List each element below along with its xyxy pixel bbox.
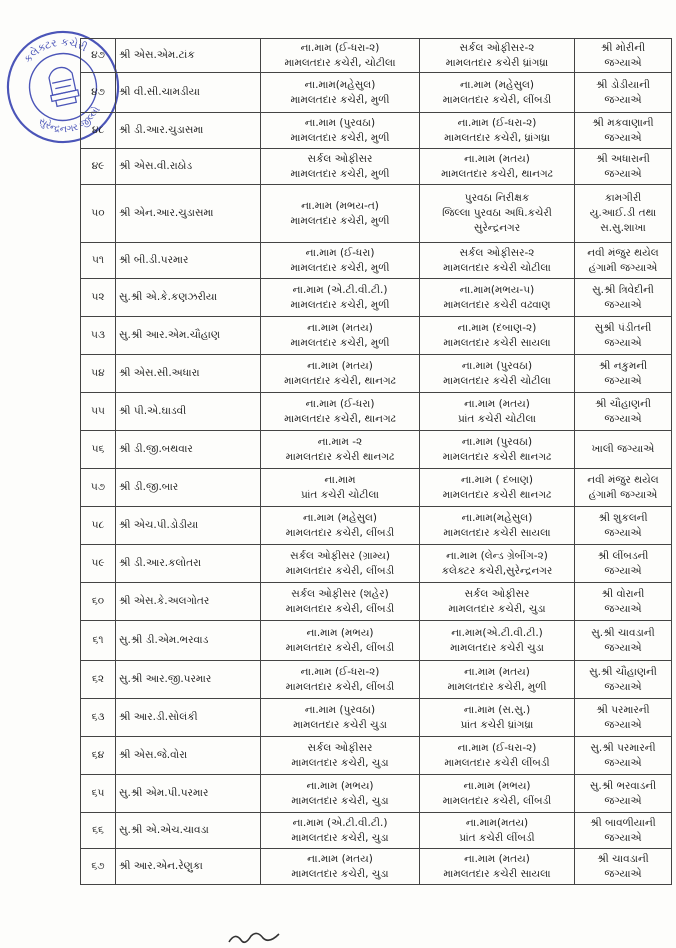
from-line: ના.મામ (મહેસુલ) bbox=[303, 511, 377, 524]
vacancy-line: જગ્યાએ bbox=[604, 336, 642, 349]
current-post-cell bbox=[261, 39, 420, 73]
serial-number-cell: ૬૭ bbox=[81, 849, 116, 885]
transfer-order-table bbox=[80, 38, 672, 885]
to-line: પ્રાંત કચેરી ધ્રાંગધ્રા bbox=[460, 718, 534, 731]
from-line: મામલતદાર કચેરી, મુળી bbox=[290, 261, 390, 274]
new-post-cell bbox=[420, 545, 575, 583]
current-post-cell bbox=[261, 849, 420, 885]
to-line: મામલતદાર કચેરી લીંબડી bbox=[444, 756, 550, 769]
serial-number-cell: ૬૨ bbox=[81, 661, 116, 699]
vacancy-cell bbox=[575, 243, 672, 279]
from-line: ના.મામ (ઈ-ધરા-૨) bbox=[300, 41, 380, 54]
vacancy-line: શ્રી બાવળીયાની bbox=[590, 816, 656, 829]
new-post-cell bbox=[420, 469, 575, 507]
new-post-cell bbox=[420, 243, 575, 279]
vacancy-cell bbox=[575, 317, 672, 355]
from-line: મામલતદાર કચેરી, મુળી bbox=[290, 131, 390, 144]
from-line: ના.મામ bbox=[324, 473, 356, 486]
table-row bbox=[81, 545, 672, 583]
new-post-cell bbox=[420, 737, 575, 775]
table-row bbox=[81, 185, 672, 243]
current-post-cell bbox=[261, 393, 420, 431]
serial-number-cell: ૫૧ bbox=[81, 243, 116, 279]
from-line: મામલતદાર કચેરી, મુળી bbox=[290, 298, 390, 311]
vacancy-line: સુશ્રી પંડીતની bbox=[594, 321, 652, 334]
vacancy-line: શ્રી મોરીની bbox=[600, 41, 646, 54]
vacancy-line: નવી મંજુર થયેલ bbox=[587, 473, 659, 486]
current-post-cell bbox=[261, 355, 420, 393]
serial-number-cell: ૪૭ bbox=[81, 39, 116, 73]
to-line: મામલતદાર કચેરી, ચુડા bbox=[448, 602, 546, 615]
vacancy-line: જગ્યાએ bbox=[604, 680, 642, 693]
vacancy-line: જગ્યાએ bbox=[604, 794, 642, 807]
to-line: સર્કલ ઓફીસર bbox=[464, 587, 530, 600]
vacancy-line: જગ્યાએ bbox=[604, 56, 642, 69]
from-line: ના.મામ (મતય) bbox=[307, 321, 373, 334]
new-post-cell bbox=[420, 185, 575, 243]
from-line: ના.મામ(મહેસુલ) bbox=[304, 78, 376, 91]
from-line: ના.મામ (મભય) bbox=[306, 626, 374, 639]
to-line: પુરવઠા નિરીક્ષક bbox=[464, 192, 530, 204]
vacancy-line: સુ.શ્રી ચાવડાની bbox=[591, 626, 655, 639]
table-row bbox=[81, 621, 672, 661]
serial-number-cell: ૪૮ bbox=[81, 113, 116, 149]
to-line: મામલતદાર કચેરી, લીંબડી bbox=[442, 794, 552, 807]
new-post-cell bbox=[420, 507, 575, 545]
serial-number-cell: ૬૫ bbox=[81, 775, 116, 813]
from-line: ના.મામ (એ.ટી.વી.ટી.) bbox=[292, 816, 388, 829]
new-post-cell bbox=[420, 39, 575, 73]
vacancy-line: જગ્યાએ bbox=[604, 131, 642, 144]
to-line: મામલતદાર કચેરી સાયલા bbox=[443, 526, 551, 539]
vacancy-line: જગ્યાએ bbox=[604, 867, 642, 880]
employee-name-cell: શ્રી એસ.જે.વોરા bbox=[116, 737, 261, 775]
from-line: સર્કલ ઓફીસર (ગ્રામ્ય) bbox=[290, 549, 390, 562]
current-post-cell bbox=[261, 699, 420, 737]
serial-number-cell: ૫૩ bbox=[81, 317, 116, 355]
to-line: ના.મામ (સ.સુ.) bbox=[463, 703, 531, 716]
from-line: સર્કલ ઓફીસર bbox=[307, 152, 373, 165]
from-line: ના.મામ (પુરવઠા) bbox=[304, 703, 376, 716]
to-line: મામલતદાર કચેરી, લીંબડી bbox=[442, 93, 552, 106]
vacancy-cell bbox=[575, 393, 672, 431]
serial-number-cell: ૪૯ bbox=[81, 149, 116, 185]
to-line: ના.મામ (લેન્ડ ગ્રેબીંગ-૨) bbox=[446, 549, 548, 562]
new-post-cell bbox=[420, 317, 575, 355]
table-row bbox=[81, 243, 672, 279]
from-line: મામલતદાર કચેરી ચુડા bbox=[293, 718, 387, 731]
vacancy-line: જગ્યાએ bbox=[604, 756, 642, 769]
new-post-cell bbox=[420, 813, 575, 849]
table-row bbox=[81, 661, 672, 699]
from-line: ના.મામ (ઈ-ધરા-૨) bbox=[300, 665, 380, 678]
table-row bbox=[81, 317, 672, 355]
vacancy-cell bbox=[575, 813, 672, 849]
to-line: મામલતદાર કચેરી, ધ્રાંગધ્રા bbox=[444, 131, 550, 144]
serial-number-cell: ૫૫ bbox=[81, 393, 116, 431]
from-line: મામલતદાર કચેરી, મુળી bbox=[290, 214, 390, 227]
new-post-cell bbox=[420, 113, 575, 149]
new-post-cell bbox=[420, 621, 575, 661]
new-post-cell bbox=[420, 583, 575, 621]
current-post-cell bbox=[261, 243, 420, 279]
from-line: મામલતદાર કચેરી, મુળી bbox=[290, 336, 390, 349]
vacancy-line: જગ્યાએ bbox=[604, 718, 642, 731]
serial-number-cell: ૫૦ bbox=[81, 185, 116, 243]
from-line: ના.મામ (મભય-ત) bbox=[301, 199, 379, 212]
serial-number-cell: ૬૧ bbox=[81, 621, 116, 661]
current-post-cell bbox=[261, 317, 420, 355]
table-row bbox=[81, 849, 672, 885]
employee-name-cell: શ્રી ડી.જી.બાર bbox=[116, 469, 261, 507]
vacancy-line: શ્રી લીંબડની bbox=[597, 549, 649, 562]
employee-name-cell: શ્રી આર.ડી.સોલંકી bbox=[116, 699, 261, 737]
to-line: ના.મામ(મહેસુલ) bbox=[461, 511, 533, 524]
current-post-cell bbox=[261, 469, 420, 507]
current-post-cell bbox=[261, 431, 420, 469]
vacancy-line: શ્રી ચૌહાણની bbox=[594, 397, 652, 410]
from-line: મામલતદાર કચેરી, ચુડા bbox=[291, 831, 389, 844]
vacancy-line: નવી મંજુર થયેલ bbox=[587, 246, 659, 259]
to-line: મામલતદાર કચેરી સાયલા bbox=[443, 867, 551, 880]
to-line: ના.મામ (ઈ-ધરા-૨) bbox=[457, 741, 537, 754]
current-post-cell bbox=[261, 621, 420, 661]
employee-name-cell: શ્રી એસ.એમ.ટાંક bbox=[116, 39, 261, 73]
serial-number-cell: ૫૨ bbox=[81, 279, 116, 317]
from-line: સર્કલ ઓફીસર (શહેર) bbox=[291, 587, 389, 600]
serial-number-cell: ૬૬ bbox=[81, 813, 116, 849]
to-line: ના.મામ (પુરવઠા) bbox=[461, 359, 533, 372]
vacancy-cell bbox=[575, 699, 672, 737]
to-line: મામલતદાર કચેરી, થાનગઢ bbox=[441, 167, 553, 180]
from-line: ના.મામ (મભય) bbox=[306, 779, 374, 792]
serial-number-cell: ૬૩ bbox=[81, 699, 116, 737]
from-line: ના.મામ (ઈ-ધરા) bbox=[305, 397, 375, 410]
to-line: મામલતદાર કચેરી ધ્રાંગધ્રા bbox=[445, 56, 549, 69]
to-line: મામલતદાર કચેરી ચુડા bbox=[450, 641, 544, 654]
vacancy-line: શ્રી પરમારની bbox=[596, 703, 650, 716]
table-row bbox=[81, 355, 672, 393]
to-line: કલેક્ટર કચેરી,સુરેન્દ્રનગર bbox=[441, 564, 553, 577]
vacancy-line: જગ્યાએ bbox=[604, 298, 642, 311]
vacancy-cell bbox=[575, 737, 672, 775]
vacancy-line: સ.સુ.શાખા bbox=[600, 222, 646, 234]
vacancy-cell bbox=[575, 583, 672, 621]
from-line: મામલતદાર કચેરી, ચોટીલા bbox=[284, 56, 396, 69]
serial-number-cell: ૫૭ bbox=[81, 469, 116, 507]
new-post-cell bbox=[420, 661, 575, 699]
signature-mark bbox=[225, 930, 285, 948]
vacancy-line: શ્રી નકુમની bbox=[598, 359, 648, 372]
employee-name-cell: શ્રી ડી.આર.કલોતરા bbox=[116, 545, 261, 583]
to-line: મામલતદાર કચેરી, મુળી bbox=[447, 680, 547, 693]
to-line: ના.મામ (પુરવઠા) bbox=[461, 435, 533, 448]
vacancy-line: શ્રી વોરાની bbox=[601, 587, 645, 600]
vacancy-cell bbox=[575, 355, 672, 393]
current-post-cell bbox=[261, 583, 420, 621]
vacancy-line: હંગામી જગ્યાએ bbox=[588, 261, 658, 274]
vacancy-cell bbox=[575, 545, 672, 583]
vacancy-cell bbox=[575, 431, 672, 469]
from-line: મામલતદાર કચેરી, મુળી bbox=[290, 167, 390, 180]
vacancy-line: શ્રી અધારાની bbox=[596, 152, 650, 165]
vacancy-cell bbox=[575, 149, 672, 185]
stamp-top-text: કલેક્ટર કચેરી bbox=[21, 35, 90, 66]
current-post-cell bbox=[261, 73, 420, 113]
to-line: મામલતદાર કચેરી થાનગઢ bbox=[442, 488, 552, 501]
serial-number-cell: ૫૬ bbox=[81, 431, 116, 469]
to-line: સુરેન્દ્રનગર bbox=[473, 222, 521, 234]
vacancy-line: જગ્યાએ bbox=[604, 526, 642, 539]
from-line: ના.મામ (એ.ટી.વી.ટી.) bbox=[292, 283, 388, 296]
current-post-cell bbox=[261, 185, 420, 243]
from-line: મામલતદાર કચેરી, ચુડા bbox=[291, 867, 389, 880]
vacancy-line: સુ.શ્રી ત્રિવેદીની bbox=[592, 283, 654, 296]
table-row bbox=[81, 507, 672, 545]
employee-name-cell: સુ.શ્રી એમ.પી.પરમાર bbox=[116, 775, 261, 813]
new-post-cell bbox=[420, 279, 575, 317]
employee-name-cell: સુ.શ્રી આર.એમ.ચૌહાણ bbox=[116, 317, 261, 355]
table-row bbox=[81, 431, 672, 469]
vacancy-cell bbox=[575, 39, 672, 73]
to-line: ના.મામ (મતય) bbox=[464, 852, 530, 865]
new-post-cell bbox=[420, 775, 575, 813]
vacancy-cell bbox=[575, 621, 672, 661]
vacancy-cell bbox=[575, 185, 672, 243]
vacancy-line: શ્રી શુકલની bbox=[598, 511, 648, 524]
from-line: મામલતદાર કચેરી, મુળી bbox=[290, 93, 390, 106]
from-line: મામલતદાર કચેરી, લીંબડી bbox=[285, 526, 395, 539]
vacancy-line: હંગામી જગ્યાએ bbox=[588, 488, 658, 501]
table-row bbox=[81, 73, 672, 113]
table-row bbox=[81, 775, 672, 813]
employee-name-cell: શ્રી ડી.આર.ચુડાસમા bbox=[116, 113, 261, 149]
to-line: ના.મામ(મતય) bbox=[465, 816, 529, 829]
employee-name-cell: સુ.શ્રી આર.જી.પરમાર bbox=[116, 661, 261, 699]
vacancy-cell bbox=[575, 469, 672, 507]
to-line: પ્રાંત કચેરી લીંબડી bbox=[459, 831, 535, 844]
employee-name-cell: સુ.શ્રી એ.કે.કણઝરીયા bbox=[116, 279, 261, 317]
vacancy-line: જગ્યાએ bbox=[604, 93, 642, 106]
new-post-cell bbox=[420, 355, 575, 393]
vacancy-line: સુ.શ્રી ચૌહાણની bbox=[589, 665, 657, 678]
from-line: સર્કલ ઓફીસર bbox=[307, 741, 373, 754]
new-post-cell bbox=[420, 431, 575, 469]
vacancy-line: યુ.આઈ.ડી તથા bbox=[589, 207, 657, 219]
new-post-cell bbox=[420, 393, 575, 431]
from-line: મામલતદાર કચેરી, લીંબડી bbox=[285, 602, 395, 615]
serial-number-cell: ૫૪ bbox=[81, 355, 116, 393]
employee-name-cell: સુ.શ્રી ડી.એમ.ભરવાડ bbox=[116, 621, 261, 661]
employee-name-cell: શ્રી ડી.જી.બથવાર bbox=[116, 431, 261, 469]
to-line: મામલતદાર કચેરી ચોટીલા bbox=[443, 374, 551, 387]
employee-name-cell: શ્રી એસ.સી.અધારા bbox=[116, 355, 261, 393]
vacancy-line: જગ્યાએ bbox=[604, 412, 642, 425]
serial-number-cell: ૫૮ bbox=[81, 507, 116, 545]
serial-number-cell: ૪૭ bbox=[81, 73, 116, 113]
serial-number-cell: ૬૦ bbox=[81, 583, 116, 621]
vacancy-line: શ્રી ડોડીયાની bbox=[595, 78, 651, 91]
vacancy-line: જગ્યાએ bbox=[604, 374, 642, 387]
vacancy-cell bbox=[575, 849, 672, 885]
table-row bbox=[81, 699, 672, 737]
vacancy-line: શ્રી મકવાણાની bbox=[592, 116, 654, 129]
vacancy-line: ખાલી જગ્યાએ bbox=[591, 443, 655, 455]
table-row bbox=[81, 469, 672, 507]
to-line: ના.મામ (ઈ-ધરા-૨) bbox=[457, 116, 537, 129]
table-row bbox=[81, 737, 672, 775]
to-line: મામલતદાર કચેરી વઢવાણ bbox=[443, 298, 551, 311]
employee-name-cell: શ્રી વી.સી.ચામડીયા bbox=[116, 73, 261, 113]
from-line: મામલતદાર કચેરી, થાનગઢ bbox=[284, 374, 396, 387]
from-line: મામલતદાર કચેરી, ચુડા bbox=[291, 756, 389, 769]
employee-name-cell: શ્રી પી.એ.ઘાડવી bbox=[116, 393, 261, 431]
to-line: પ્રાંત કચેરી ચોટીલા bbox=[458, 412, 536, 425]
vacancy-cell bbox=[575, 775, 672, 813]
from-line: મામલતદાર કચેરી, લીંબડી bbox=[285, 680, 395, 693]
to-line: સર્કલ ઓફીસર-૨ bbox=[459, 246, 535, 259]
vacancy-cell bbox=[575, 73, 672, 113]
lion-capital-emblem-icon bbox=[45, 65, 80, 107]
current-post-cell bbox=[261, 279, 420, 317]
table-row bbox=[81, 279, 672, 317]
new-post-cell bbox=[420, 699, 575, 737]
from-line: ના.મામ (મતય) bbox=[307, 852, 373, 865]
current-post-cell bbox=[261, 545, 420, 583]
to-line: ના.મામ (દબાણ-૨) bbox=[457, 321, 537, 334]
from-line: ના.મામ (ઈ-ધરા) bbox=[305, 246, 375, 259]
employee-name-cell: શ્રી એન.આર.ચુડાસમા bbox=[116, 185, 261, 243]
table-row bbox=[81, 113, 672, 149]
employee-name-cell: સુ.શ્રી એ.એચ.ચાવડા bbox=[116, 813, 261, 849]
vacancy-cell bbox=[575, 113, 672, 149]
current-post-cell bbox=[261, 737, 420, 775]
table-row bbox=[81, 39, 672, 73]
serial-number-cell: ૬૪ bbox=[81, 737, 116, 775]
vacancy-cell bbox=[575, 661, 672, 699]
to-line: ના.મામ (મભય) bbox=[463, 779, 531, 792]
to-line: સર્કલ ઓફીસર-૨ bbox=[459, 41, 535, 54]
table-row bbox=[81, 583, 672, 621]
to-line: ના.મામ (મતય) bbox=[464, 152, 530, 165]
current-post-cell bbox=[261, 813, 420, 849]
vacancy-line: શ્રી ચાવડાની bbox=[597, 852, 649, 865]
table-row bbox=[81, 149, 672, 185]
from-line: ના.મામ -૨ bbox=[317, 435, 363, 448]
to-line: ના.મામ (મતય) bbox=[464, 665, 530, 678]
from-line: મામલતદાર કચેરી, થાનગઢ bbox=[284, 412, 396, 425]
serial-number-cell: ૫૯ bbox=[81, 545, 116, 583]
from-line: પ્રાંત કચેરી ચોટીલા bbox=[301, 488, 379, 501]
new-post-cell bbox=[420, 849, 575, 885]
to-line: ના.મામ(એ.ટી.વી.ટી.) bbox=[451, 626, 543, 639]
from-line: મામલતદાર કચેરી થાનગઢ bbox=[285, 450, 395, 463]
new-post-cell bbox=[420, 73, 575, 113]
from-line: ના.મામ (મતય) bbox=[307, 359, 373, 372]
to-line: ના.મામ ( દબાણ) bbox=[460, 473, 534, 486]
vacancy-line: જગ્યાએ bbox=[604, 641, 642, 654]
employee-name-cell: શ્રી એચ.પી.ડોડીયા bbox=[116, 507, 261, 545]
vacancy-line: જગ્યાએ bbox=[604, 564, 642, 577]
to-line: જિલ્લા પુરવઠા અધિ.કચેરી bbox=[442, 207, 552, 219]
to-line: ના.મામ (મતય) bbox=[464, 397, 530, 410]
vacancy-line: જગ્યાએ bbox=[604, 831, 642, 844]
current-post-cell bbox=[261, 775, 420, 813]
from-line: મામલતદાર કચેરી, લીંબડી bbox=[285, 641, 395, 654]
from-line: મામલતદાર કચેરી, લીંબડી bbox=[285, 564, 395, 577]
vacancy-cell bbox=[575, 279, 672, 317]
table-row bbox=[81, 813, 672, 849]
to-line: ના.મામ(મભય-૫) bbox=[459, 283, 535, 296]
vacancy-line: સુ.શ્રી ભરવાડની bbox=[589, 779, 657, 792]
vacancy-line: જગ્યાએ bbox=[604, 167, 642, 180]
from-line: મામલતદાર કચેરી, ચુડા bbox=[291, 794, 389, 807]
table-row bbox=[81, 393, 672, 431]
vacancy-line: કામગીરી bbox=[604, 192, 642, 204]
current-post-cell bbox=[261, 661, 420, 699]
from-line: ના.મામ (પુરવઠા) bbox=[304, 116, 376, 129]
stamp-bottom-text: સુરેન્દ્રનગર જીલ્લો bbox=[36, 105, 103, 136]
to-line: મામલતદાર કચેરી થાનગઢ bbox=[442, 450, 552, 463]
new-post-cell bbox=[420, 149, 575, 185]
vacancy-line: જગ્યાએ bbox=[604, 602, 642, 615]
vacancy-line: સુ.શ્રી પરમારની bbox=[590, 741, 656, 754]
employee-name-cell: શ્રી બી.ડી.પરમાર bbox=[116, 243, 261, 279]
current-post-cell bbox=[261, 507, 420, 545]
employee-name-cell: શ્રી આર.એન.રેણુકા bbox=[116, 849, 261, 885]
to-line: ના.મામ (મહેસુલ) bbox=[460, 78, 534, 91]
current-post-cell bbox=[261, 113, 420, 149]
current-post-cell bbox=[261, 149, 420, 185]
to-line: મામલતદાર કચેરી ચોટીલા bbox=[443, 261, 551, 274]
vacancy-cell bbox=[575, 507, 672, 545]
employee-name-cell: શ્રી એસ.વી.રાઠોડ bbox=[116, 149, 261, 185]
to-line: મામલતદાર કચેરી સાયલા bbox=[443, 336, 551, 349]
employee-name-cell: શ્રી એસ.કે.અલગોતર bbox=[116, 583, 261, 621]
